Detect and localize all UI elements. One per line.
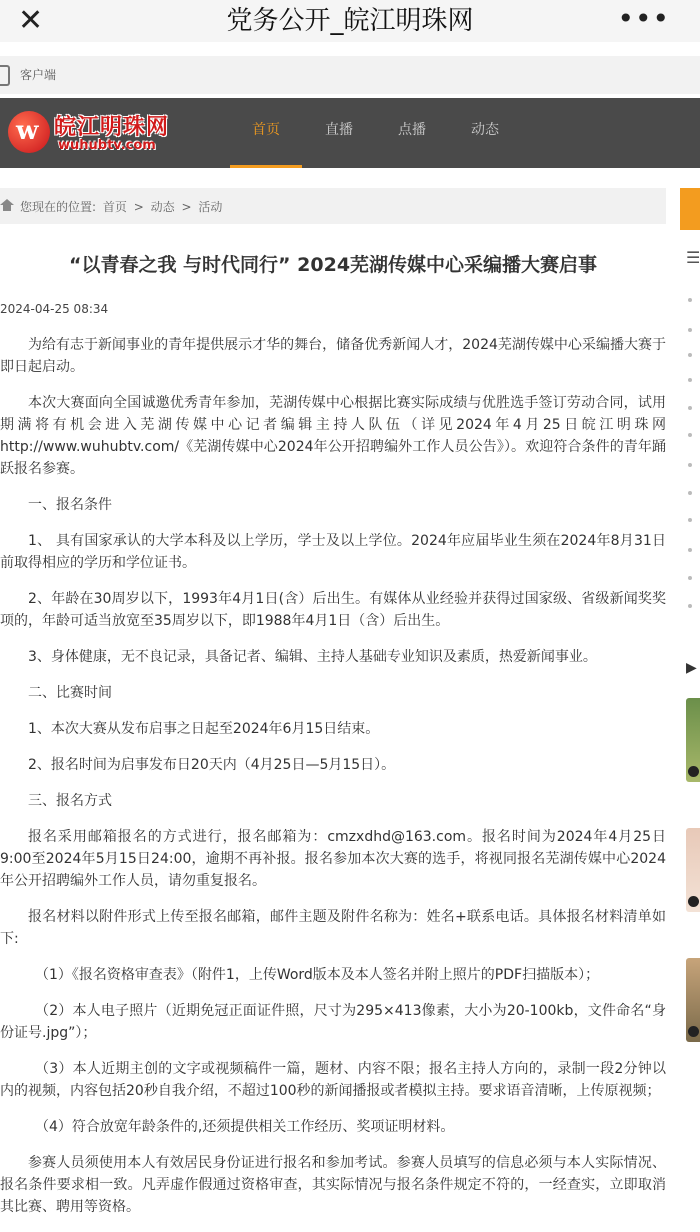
breadcrumb-home[interactable]: 首页 <box>102 200 127 214</box>
list-dot <box>688 463 692 467</box>
play-icon[interactable] <box>688 766 699 777</box>
home-icon <box>0 199 14 205</box>
section-heading: 一、报名条件 <box>28 497 112 513</box>
breadcrumb-text <box>20 198 225 215</box>
section-heading: 二、比赛时间 <box>28 685 112 701</box>
list-dot <box>688 378 692 382</box>
paragraph: 2、年龄在30周岁以下，1993年4月1日(含）后出生。有媒体从业经验并获得过国家级、省级新闻奖奖项的，年龄可适当放宽至35周岁以下，即1988年4月1日（含）后出生。 <box>0 591 666 629</box>
right-sidebar <box>680 188 700 1230</box>
sidebar-accent <box>680 188 700 230</box>
breadcrumb-activity[interactable]: 活动 <box>198 200 223 214</box>
nav-item-vod[interactable]: 点播 <box>398 122 426 138</box>
article-date: 2024-04-25 08:34 <box>0 302 109 316</box>
list-dot <box>688 604 692 608</box>
page-title: 党务公开_皖江明珠网 <box>226 6 474 36</box>
list-item: （2）本人电子照片（近期免冠正面证件照，尺寸为295×413像素，大小为20-100kb，文件命名“身份证号.jpg”）； <box>0 1003 666 1041</box>
paragraph: 3、身体健康，无不良记录，具备记者、编辑、主持人基础专业知识及素质，热爱新闻事业。 <box>28 649 597 665</box>
paragraph: 本次大赛面向全国诚邀优秀青年参加，芜湖传媒中心根据比赛实际成绩与优胜选手签订劳动合同，试用期满将有机会进入芜湖传媒中心记者编辑主持人队伍（详见2024年4月25日皖江明珠网http://www.wuhubtv.com/《芜湖传媒中心2024年公开招聘编外工作人员公告》）。欢迎符合条件的青年踊跃报名参赛。 <box>0 395 666 477</box>
list-dot <box>688 406 692 410</box>
nav-item-live[interactable]: 直播 <box>325 122 353 138</box>
list-item: （4）符合放宽年龄条件的,还须提供相关工作经历、奖项证明材料。 <box>35 1119 455 1135</box>
article-body <box>0 334 666 1232</box>
paragraph: 参赛人员须使用本人有效居民身份证进行报名和参加考试。参赛人员填写的信息必须与本人实际情况、报名条件要求相一致。凡弄虚作假通过资格审查，其实际情况与报名条件规定不符的，一经查实，立即取消其比赛、聘用等资格。 <box>0 1155 666 1215</box>
logo-text: 皖江明珠网 <box>54 115 170 140</box>
list-item: （3）本人近期主创的文字或视频稿件一篇，题材、内容不限；报名主持人方向的，录制一段2分钟以内的视频，内容包括20秒自我介绍，不超过100秒的新闻播报或者模拟主持。要求语音清晰，上传原视频； <box>0 1061 666 1099</box>
breadcrumb-prefix: 您现在的位置: <box>20 200 97 214</box>
breadcrumb-sep: > <box>133 200 144 214</box>
logo-mark: w <box>8 111 50 153</box>
nav-item-news[interactable]: 动态 <box>471 122 499 138</box>
breadcrumb <box>0 188 666 224</box>
phone-icon <box>0 65 10 86</box>
paragraph: 为给有志于新闻事业的青年提供展示才华的舞台，储备优秀新闻人才，2024芜湖传媒中心采编播大赛于即日起启动。 <box>0 337 666 375</box>
list-dot <box>688 433 692 437</box>
client-bar[interactable] <box>0 56 700 94</box>
list-dot <box>688 518 692 522</box>
logo-subtext: wuhubtv.com <box>58 138 156 153</box>
more-icon[interactable]: ••• <box>617 2 670 35</box>
paragraph: 1、本次大赛从发布启事之日起至2024年6月15日结束。 <box>28 721 380 737</box>
play-icon[interactable] <box>688 896 699 907</box>
list-dot <box>688 491 692 495</box>
browser-top-bar <box>0 0 700 42</box>
video-icon: ▶ <box>686 660 697 676</box>
paragraph: 2、报名时间为启事发布日20天内（4月25日—5月15日）。 <box>28 757 396 773</box>
article-title: “以青春之我 与时代同行” 2024芜湖传媒中心采编播大赛启事 <box>68 254 598 276</box>
list-dot <box>688 328 692 332</box>
list-item: （1）《报名资格审查表》（附件1，上传Word版本及本人签名并附上照片的PDF扫描版本）； <box>35 967 600 983</box>
list-dot <box>688 548 692 552</box>
nav-item-home[interactable]: 首页 <box>230 98 302 168</box>
play-icon[interactable] <box>688 1026 699 1037</box>
paragraph: 1、 具有国家承认的大学本科及以上学历，学士及以上学位。2024年应届毕业生须在2024年8月31日前取得相应的学历和学位证书。 <box>0 533 666 571</box>
list-icon[interactable]: ☰ <box>686 248 700 267</box>
site-logo[interactable] <box>8 108 174 158</box>
list-dot <box>688 353 692 357</box>
paragraph: 报名材料以附件形式上传至报名邮箱，邮件主题及附件名称为：姓名+联系电话。具体报名材料清单如下: <box>0 909 666 947</box>
client-label: 客户端 <box>20 68 57 82</box>
breadcrumb-news[interactable]: 动态 <box>150 200 175 214</box>
site-nav <box>0 98 700 168</box>
close-icon[interactable]: ✕ <box>18 3 44 38</box>
breadcrumb-sep: > <box>181 200 192 214</box>
list-dot <box>688 576 692 580</box>
paragraph: 报名采用邮箱报名的方式进行，报名邮箱为：cmzxdhd@163.com。报名时间为2024年4月25日9:00至2024年5月15日24:00，逾期不再补报。报名参加本次大赛的选手，将视同报名芜湖传媒中心2024年公开招聘编外工作人员，请勿重复报名。 <box>0 829 666 889</box>
list-dot <box>688 298 692 302</box>
section-heading: 三、报名方式 <box>28 793 112 809</box>
